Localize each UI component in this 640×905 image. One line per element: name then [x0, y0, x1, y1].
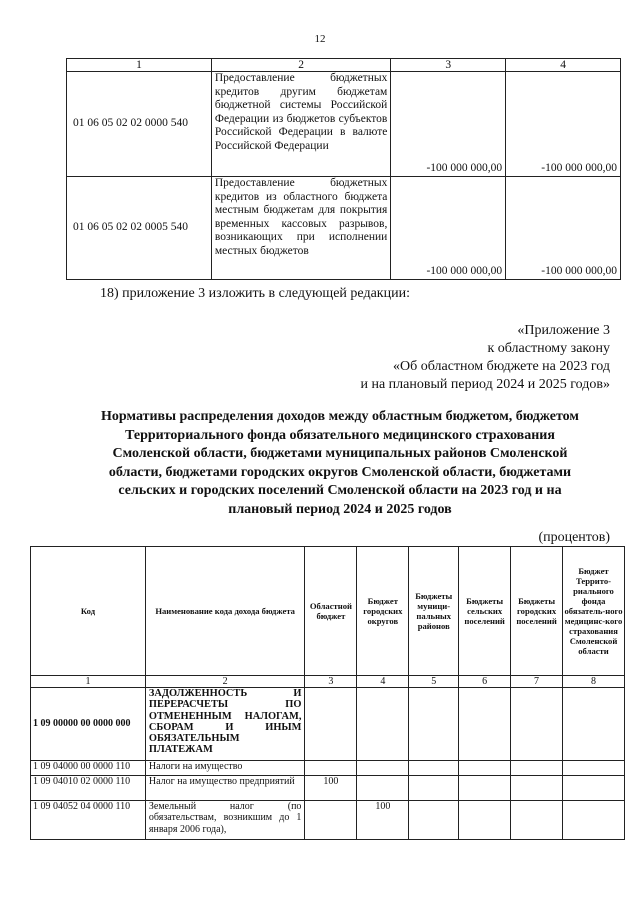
title-line: Нормативы распределения доходов между областным бюджетом, бюджетом: [101, 409, 579, 424]
revenue-name: Земельный налог (по обязательствам, возникшим до 1 января 2006 года),: [145, 801, 305, 840]
title-line: плановый период 2024 и 2025 годов: [228, 501, 452, 517]
table-row: [31, 688, 625, 761]
value-rural-settlements: [459, 801, 511, 840]
budget-description: Предоставление бюджетных кредитов другим бюджетам бюджетной системы Российской Федерации из бюджетов субъектов Российской Федерации в валюте Российской Федерации: [211, 72, 390, 177]
value-municipal-districts: [409, 776, 459, 801]
value-tfoms: [563, 776, 625, 801]
title-line: области, бюджетами городских округов Смоленской области, бюджетами: [108, 464, 572, 480]
header-tfoms: Бюджет Террито-риального фонда обязатель-ного медицинс-кого страхования Смоленской области: [563, 547, 625, 676]
value-tfoms: [563, 801, 625, 840]
value-municipal-districts: [409, 801, 459, 840]
value-regional: [305, 761, 357, 776]
appendix-line: к областному закону: [487, 341, 610, 356]
column-number: 3: [391, 59, 506, 72]
revenue-distribution-table: [30, 546, 625, 840]
revenue-name: Налог на имущество предприятий: [145, 776, 305, 801]
column-number: 6: [459, 676, 511, 688]
appendix-line: и на плановый период 2024 и 2025 годов»: [360, 377, 610, 392]
units-label: (процентов): [538, 530, 610, 545]
budget-code: 01 06 05 02 02 0000 540: [67, 72, 212, 177]
revenue-name: ЗАДОЛЖЕННОСТЬ И ПЕРЕРАСЧЕТЫ ПО ОТМЕНЕННЫМ НАЛОГАМ, СБОРАМ И ИНЫМ ОБЯЗАТЕЛЬНЫМ ПЛАТЕЖАМ: [145, 688, 305, 761]
value-urban-settlements: [511, 688, 563, 761]
header-code: Код: [31, 547, 146, 676]
column-number: 4: [357, 676, 409, 688]
budget-code: 01 06 05 02 02 0005 540: [67, 177, 212, 280]
appendix-header: [360, 322, 610, 394]
header-urban-settlements: Бюджеты городских поселений: [511, 547, 563, 676]
value-regional: [305, 688, 357, 761]
amount-2025: -100 000 000,00: [506, 177, 621, 280]
value-tfoms: [563, 688, 625, 761]
value-urban-districts: 100: [357, 801, 409, 840]
table-row: [31, 761, 625, 776]
header-rural-settlements: Бюджеты сельских поселений: [459, 547, 511, 676]
column-number: 1: [31, 676, 146, 688]
value-rural-settlements: [459, 776, 511, 801]
title-line: Территориального фонда обязательного медицинского страхования: [125, 427, 555, 443]
amount-2025: -100 000 000,00: [506, 72, 621, 177]
value-urban-settlements: [511, 801, 563, 840]
value-regional: 100: [305, 776, 357, 801]
table-column-numbers: [67, 59, 621, 72]
page-number: 12: [314, 33, 326, 45]
revenue-name: Налоги на имущество: [145, 761, 305, 776]
amount-2024: -100 000 000,00: [391, 177, 506, 280]
value-municipal-districts: [409, 688, 459, 761]
title-line: Смоленской области, бюджетами муниципальных районов Смоленской: [112, 446, 568, 461]
revenue-code: 1 09 04052 04 0000 110: [31, 801, 146, 840]
budget-credits-table: [66, 58, 621, 280]
table-row: [31, 801, 625, 840]
column-number: 5: [409, 676, 459, 688]
value-urban-settlements: [511, 761, 563, 776]
revenue-code: 1 09 04010 02 0000 110: [31, 776, 146, 801]
amount-2024: -100 000 000,00: [391, 72, 506, 177]
value-municipal-districts: [409, 761, 459, 776]
value-urban-districts: [357, 761, 409, 776]
table-row: [31, 776, 625, 801]
value-urban-settlements: [511, 776, 563, 801]
revenue-code: 1 09 04000 00 0000 110: [31, 761, 146, 776]
column-number: 2: [145, 676, 305, 688]
document-title: [55, 408, 625, 519]
header-regional: Областной бюджет: [305, 547, 357, 676]
column-number: 3: [305, 676, 357, 688]
amendment-paragraph: 18) приложение 3 изложить в следующей редакции:: [100, 286, 410, 301]
table-row: [67, 177, 621, 280]
appendix-line: «Приложение 3: [517, 323, 610, 338]
revenue-code: 1 09 00000 00 0000 000: [31, 688, 146, 761]
header-municipal-districts: Бюджеты муници-пальных районов: [409, 547, 459, 676]
value-rural-settlements: [459, 761, 511, 776]
value-rural-settlements: [459, 688, 511, 761]
appendix-line: «Об областном бюджете на 2023 год: [393, 359, 610, 374]
column-number: 7: [511, 676, 563, 688]
value-urban-districts: [357, 688, 409, 761]
value-regional: [305, 801, 357, 840]
column-number: 1: [67, 59, 212, 72]
table-column-numbers: [31, 676, 625, 688]
column-number: 2: [211, 59, 390, 72]
table-header-row: [31, 547, 625, 676]
budget-description: Предоставление бюджетных кредитов из областного бюджета местным бюджетам для покрытия временных кассовых разрывов, возникающих при исполнении местных бюджетов: [211, 177, 390, 280]
column-number: 4: [506, 59, 621, 72]
table-row: [67, 72, 621, 177]
column-number: 8: [563, 676, 625, 688]
value-urban-districts: [357, 776, 409, 801]
title-line: сельских и городских поселений Смоленской области на 2023 год и на: [118, 483, 562, 498]
value-tfoms: [563, 761, 625, 776]
header-name: Наименование кода дохода бюджета: [145, 547, 305, 676]
header-urban-districts: Бюджет городских округов: [357, 547, 409, 676]
